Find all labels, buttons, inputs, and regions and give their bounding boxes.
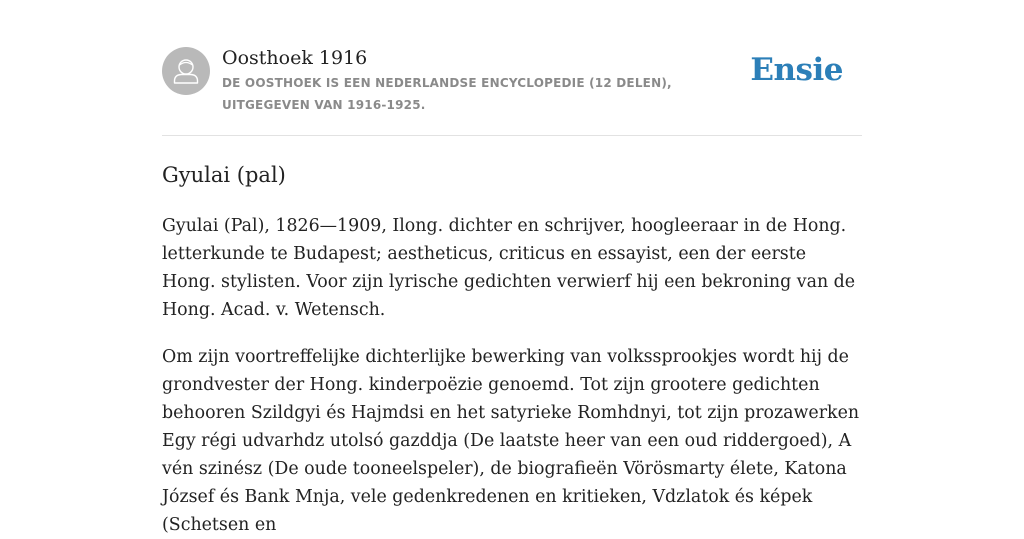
source-header [162, 46, 862, 136]
user-icon [162, 47, 210, 95]
article-title: Gyulai (pal) [162, 163, 286, 187]
source-description: DE OOSTHOEK IS EEN NEDERLANDSE ENCYCLOPEDIE (12 DELEN), UITGEGEVEN VAN 1916-1925. [222, 76, 672, 112]
header-divider [162, 135, 862, 136]
article-paragraph: Gyulai (Pal), 1826—1909, Ilong. dichter en schrijver, hoogleeraar in de Hong. letterkunde te Budapest; aestheticus, criticus en essayist, een der eerste Hong. stylisten. Voor zijn lyrische gedichten verwierf hij een bekroning van de Hong. Acad. v. Wetensch. [162, 216, 856, 320]
article-paragraph: Om zijn voortreffelijke dichterlijke bewerking van volkssprookjes wordt hij de grondvester der Hong. kinderpoëzie genoemd. Tot zijn grootere gedichten behooren Szildgyi és Hajmdsi en het satyrieke Romhdnyi, tot zijn prozawerken Egy régi udvarhdz utolsó gazddja (De laatste heer van een oud riddergoed), A vén szinész (De oude tooneelspeler), de biografieën Vörösmarty élete, Katona József és Bank Mnja, vele gedenkredenen en kritieken, Vdzlatok és képek (Schetsen en [162, 347, 860, 535]
article-body [162, 158, 864, 539]
ensie-logo-link[interactable]: Ensie [750, 52, 843, 88]
source-title[interactable]: Oosthoek 1916 [222, 47, 368, 69]
source-avatar[interactable] [162, 47, 210, 95]
